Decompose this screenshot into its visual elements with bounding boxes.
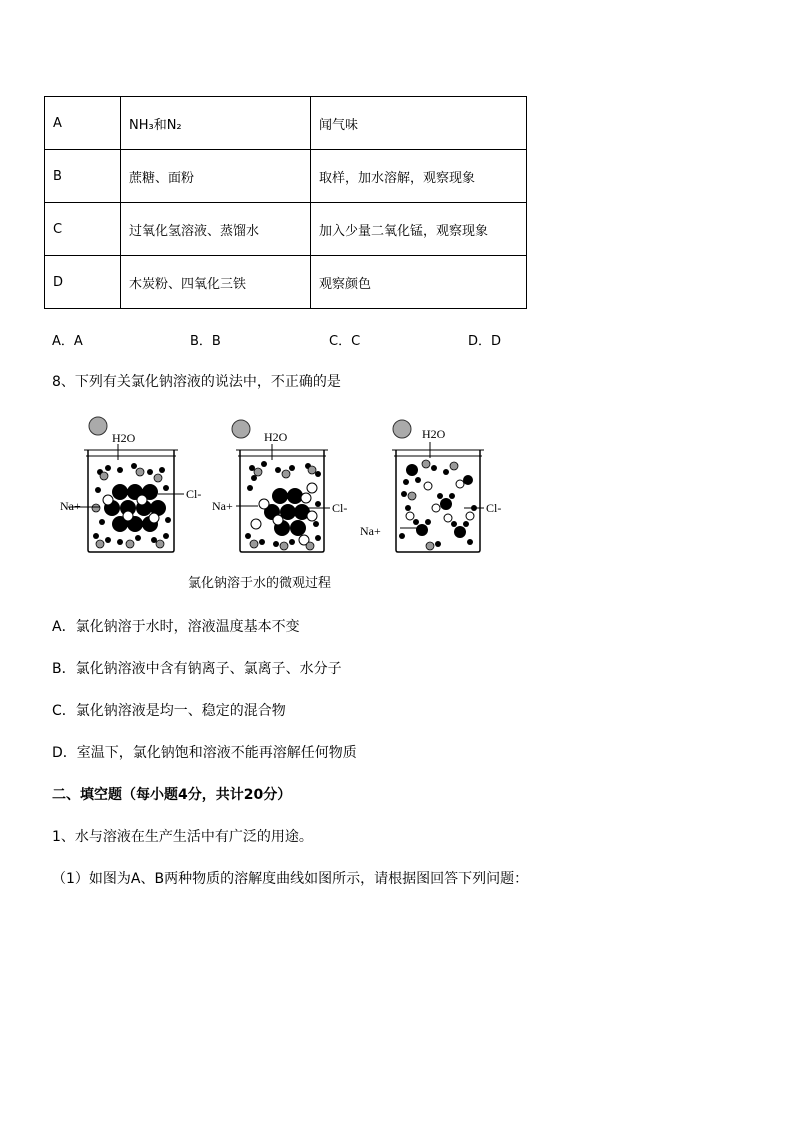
row-substances: NH₃和N₂ (121, 97, 311, 150)
q8-option-b: B．氯化钠溶液中含有钠离子、氯离子、水分子 (52, 661, 342, 677)
water-label-2: H2O (264, 430, 288, 444)
na-label-2: Na+ (212, 499, 233, 513)
water-label-3: H2O (422, 427, 446, 441)
row-substances: 过氧化氢溶液、蒸馏水 (121, 203, 311, 256)
na-label-1: Na+ (60, 499, 81, 513)
q1-stem: 1、水与溶液在生产生活中有广泛的用途。 (52, 829, 313, 845)
beaker-3 (360, 420, 501, 552)
q8-option-c: C．氯化钠溶液是均一、稳定的混合物 (52, 703, 286, 719)
comparison-table (44, 96, 527, 309)
nacl-dissolution-figure (50, 412, 530, 572)
cl-label-3: Cl- (486, 501, 502, 515)
table-row (45, 203, 527, 256)
row-label: A (45, 97, 121, 150)
row-method: 观察颜色 (311, 256, 527, 309)
row-method: 加入少量二氧化锰，观察现象 (311, 203, 527, 256)
row-method: 取样，加水溶解，观察现象 (311, 150, 527, 203)
row-method: 闻气味 (311, 97, 527, 150)
na-label-3: Na+ (360, 524, 381, 538)
q1-sub1: （1）如图为A、B两种物质的溶解度曲线如图所示，请根据图回答下列问题： (52, 871, 529, 887)
q8-stem: 8、下列有关氯化钠溶液的说法中，不正确的是 (52, 374, 341, 390)
water-label-1: H2O (112, 431, 136, 445)
figure-caption: 氯化钠溶于水的微观过程 (188, 576, 332, 591)
table-row (45, 97, 527, 150)
table-row (45, 150, 527, 203)
beaker-2 (212, 420, 347, 552)
row-substances: 蔗糖、面粉 (121, 150, 311, 203)
row-label: B (45, 150, 121, 203)
q7-option-a: A．A (52, 334, 83, 349)
row-substances: 木炭粉、四氧化三铁 (121, 256, 311, 309)
cl-label-2: Cl- (332, 501, 348, 515)
cl-label-1: Cl- (186, 487, 202, 501)
q7-option-d: D．D (468, 334, 502, 349)
beaker-1 (60, 417, 201, 552)
section-heading: 二、填空题（每小题4分，共计20分） (52, 787, 292, 803)
row-label: D (45, 256, 121, 309)
q7-option-b: B．B (190, 334, 221, 349)
q8-option-d: D．室温下，氯化钠饱和溶液不能再溶解任何物质 (52, 745, 357, 761)
q8-option-a: A．氯化钠溶于水时，溶液温度基本不变 (52, 619, 300, 635)
q7-option-c: C．C (329, 334, 361, 349)
row-label: C (45, 203, 121, 256)
table-row (45, 256, 527, 309)
